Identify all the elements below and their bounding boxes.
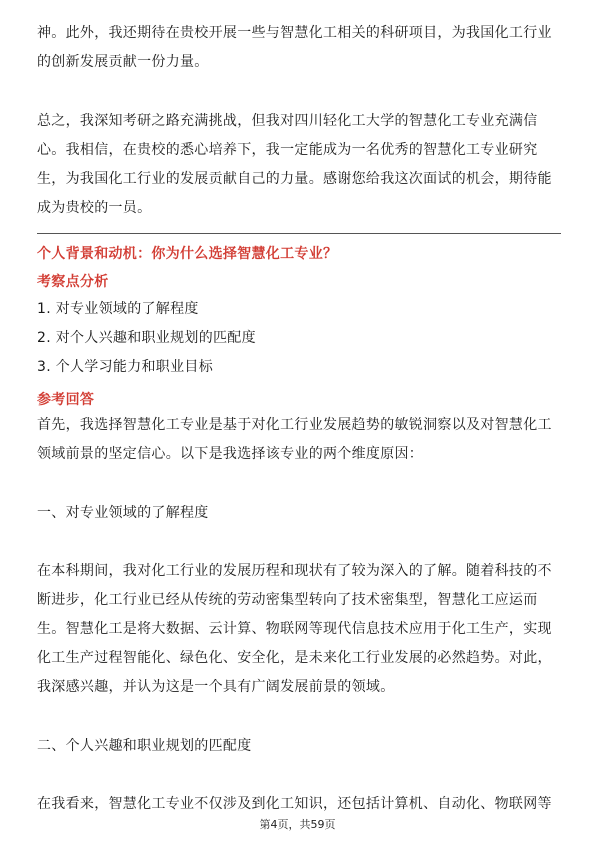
intro-line-2: 的创新发展贡献一份力量。 (37, 54, 209, 70)
section1-line-2: 断进步，化工行业已经从传统的劳动密集型转向了技术密集型，智慧化工应运而 (37, 592, 538, 608)
section1-line-3: 生。智慧化工是将大数据、云计算、物联网等现代信息技术应用于化工生产，实现 (37, 621, 552, 637)
conclusion-line-4: 成为贵校的一员。 (37, 200, 152, 216)
section-divider (37, 233, 561, 234)
analysis-point-1: 1. 对专业领域的了解程度 (37, 301, 199, 317)
conclusion-line-3: 生，为我国化工行业的发展贡献自己的力量。感谢您给我这次面试的机会，期待能 (37, 171, 552, 187)
answer-heading: 参考回答 (37, 392, 95, 408)
question-title: 个人背景和动机：你为什么选择智慧化工专业？ (37, 246, 338, 262)
analysis-point-3: 3. 个人学习能力和职业目标 (37, 359, 214, 375)
section2-title: 二、个人兴趣和职业规划的匹配度 (37, 738, 252, 754)
conclusion-line-2: 心。我相信，在贵校的悉心培养下，我一定能成为一名优秀的智慧化工专业研究 (37, 142, 538, 158)
answer-intro-line-2: 领域前景的坚定信心。以下是我选择该专业的两个维度原因： (37, 446, 424, 462)
analysis-point-2: 2. 对个人兴趣和职业规划的匹配度 (37, 330, 256, 346)
page-number: 第4页，共59页 (259, 818, 336, 831)
section1-title: 一、对专业领域的了解程度 (37, 505, 209, 521)
section1-line-5: 我深感兴趣，并认为这是一个具有广阔发展前景的领域。 (37, 679, 395, 695)
analysis-heading: 考察点分析 (37, 274, 109, 290)
intro-line-1: 神。此外，我还期待在贵校开展一些与智慧化工相关的科研项目，为我国化工行业 (37, 25, 552, 41)
section1-line-4: 化工生产过程智能化、绿色化、安全化，是未来化工行业发展的必然趋势。对此， (37, 650, 552, 666)
conclusion-line-1: 总之，我深知考研之路充满挑战，但我对四川轻化工大学的智慧化工专业充满信 (37, 113, 538, 129)
section1-line-1: 在本科期间，我对化工行业的发展历程和现状有了较为深入的了解。随着科技的不 (37, 563, 552, 579)
answer-intro-line-1: 首先，我选择智慧化工专业是基于对化工行业发展趋势的敏锐洞察以及对智慧化工 (37, 417, 552, 433)
section2-line-1: 在我看来，智慧化工专业不仅涉及到化工知识，还包括计算机、自动化、物联网等 (37, 796, 552, 812)
